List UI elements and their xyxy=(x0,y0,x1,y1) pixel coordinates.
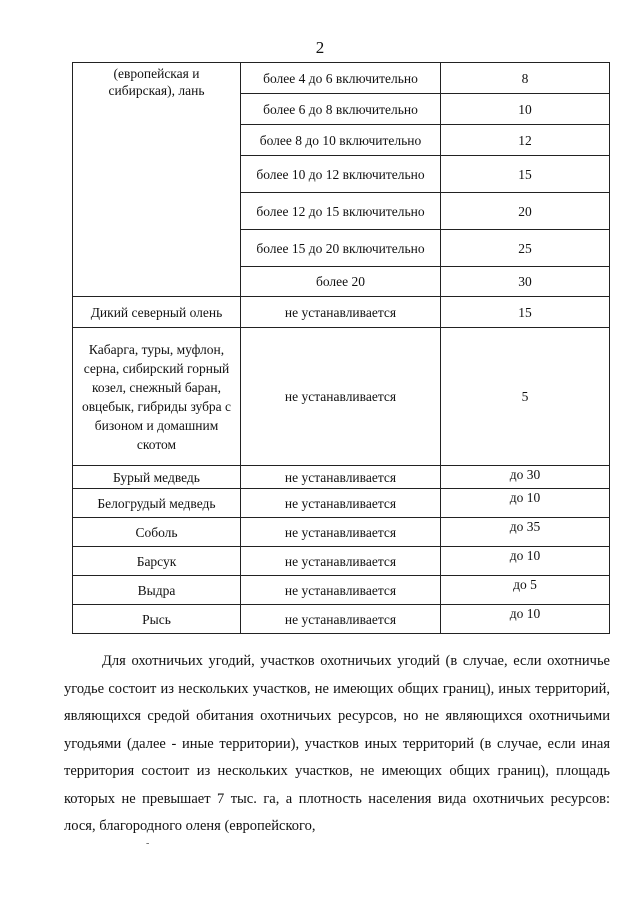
height-cell: более 8 до 10 включительно xyxy=(241,125,441,156)
page-number: 2 xyxy=(315,38,325,57)
table-row xyxy=(73,547,610,576)
footer-mark: - xyxy=(146,838,150,849)
table-row xyxy=(73,297,610,328)
table-row xyxy=(73,489,610,518)
species-cell: (европейская и сибирская), лань xyxy=(73,63,241,297)
height-cell: не устанавливается xyxy=(241,547,441,576)
norm-cell: до 30 xyxy=(441,466,610,489)
height-cell: не устанавливается xyxy=(241,576,441,605)
norm-cell: до 10 xyxy=(441,605,610,634)
norm-cell: 5 xyxy=(441,328,610,466)
species-cell: Соболь xyxy=(73,518,241,547)
height-cell: более 15 до 20 включительно xyxy=(241,230,441,267)
norm-cell: до 10 xyxy=(441,489,610,518)
height-cell: не устанавливается xyxy=(241,466,441,489)
height-cell: не устанавливается xyxy=(241,605,441,634)
norm-cell: до 35 xyxy=(441,518,610,547)
species-cell: Рысь xyxy=(73,605,241,634)
species-cell: Кабарга, туры, муфлон, серна, сибирский горный козел, снежный баран, овцебык, гибриды зубра с бизоном и домашним скотом xyxy=(73,328,241,466)
norm-cell: 10 xyxy=(441,94,610,125)
table-row xyxy=(73,518,610,547)
norm-cell: 15 xyxy=(441,297,610,328)
height-cell: не устанавливается xyxy=(241,489,441,518)
species-cell: Выдра xyxy=(73,576,241,605)
norm-cell: 20 xyxy=(441,193,610,230)
height-cell: не устанавливается xyxy=(241,518,441,547)
height-cell: более 10 до 12 включительно xyxy=(241,156,441,193)
norms-table xyxy=(72,62,610,634)
species-cell: Дикий северный олень xyxy=(73,297,241,328)
norm-cell: 12 xyxy=(441,125,610,156)
height-cell: более 12 до 15 включительно xyxy=(241,193,441,230)
table-row xyxy=(73,328,610,466)
norm-cell: 30 xyxy=(441,267,610,297)
species-cell: Бурый медведь xyxy=(73,466,241,489)
height-cell: более 4 до 6 включительно xyxy=(241,63,441,94)
norm-cell: 8 xyxy=(441,63,610,94)
species-cell: Белогрудый медведь xyxy=(73,489,241,518)
height-cell: более 6 до 8 включительно xyxy=(241,94,441,125)
species-cell: Барсук xyxy=(73,547,241,576)
norm-cell: 25 xyxy=(441,230,610,267)
norm-cell: до 5 xyxy=(441,576,610,605)
table-row xyxy=(73,466,610,489)
body-paragraph: Для охотничьих угодий, участков охотничьих угодий (в случае, если охотничье угодье состоит из нескольких участков, не имеющих общих границ), иных территорий, являющихся средой обитания охотничьих ресурсов, но не являющихся охотничьими угодьями (далее - иные территории), участков иных территорий (в случае, если иная территория состоит из нескольких участков, не имеющих общих границ), площадь которых не превышает 7 тыс. га, а плотность населения вида охотничьих ресурсов: лося, благородного оленя (европейского, xyxy=(64,653,610,834)
table-row xyxy=(73,605,610,634)
norm-cell: 15 xyxy=(441,156,610,193)
height-cell: не устанавливается xyxy=(241,297,441,328)
height-cell: не устанавливается xyxy=(241,328,441,466)
norm-cell: до 10 xyxy=(441,547,610,576)
table-row xyxy=(73,63,610,94)
height-cell: более 20 xyxy=(241,267,441,297)
table-row xyxy=(73,576,610,605)
